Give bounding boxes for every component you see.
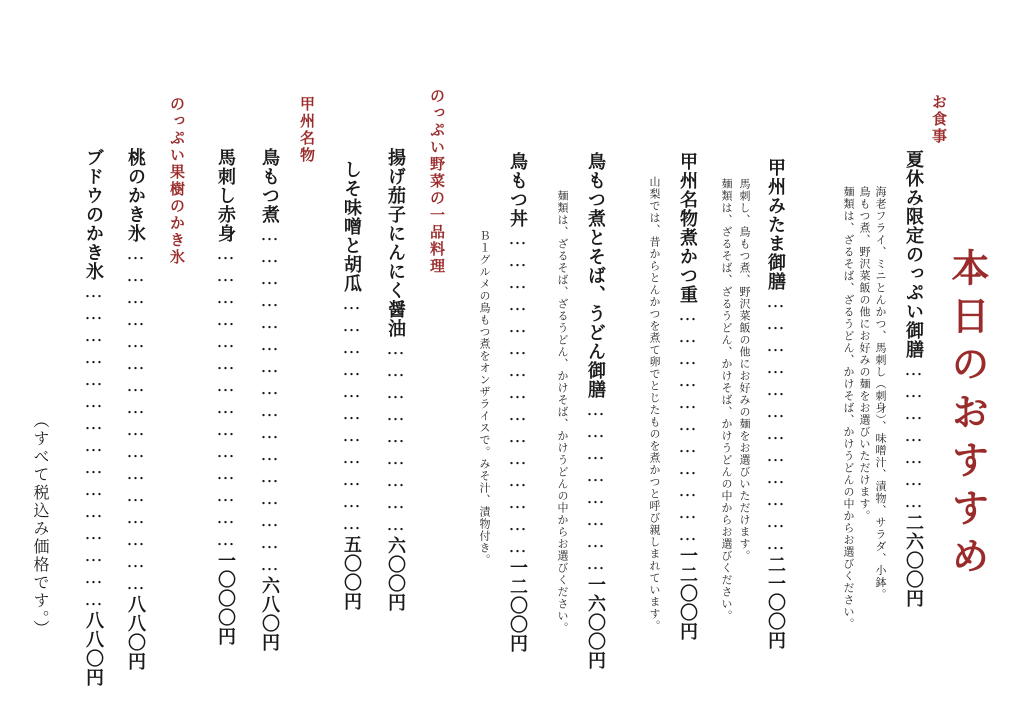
item-name: 鳥もつ煮 bbox=[259, 148, 280, 224]
item-desc: 麺類は、ざるそば、ざるうどん、かけそば、かけうどんの中からお選びください。 bbox=[842, 186, 855, 630]
menu-item-mitama bbox=[766, 158, 784, 650]
leader-dots: ……………………………………… bbox=[83, 281, 104, 611]
menu-item-motsu-don bbox=[508, 152, 526, 653]
leader-dots: …………………………… bbox=[677, 304, 698, 546]
leader-dots: ………………………………………… bbox=[125, 243, 146, 595]
leader-dots: ………………………………………… bbox=[259, 224, 280, 576]
menu-item-basashi bbox=[216, 148, 234, 646]
item-price: 二一〇〇円 bbox=[765, 555, 786, 650]
leader-dots: ……………………………………… bbox=[507, 228, 528, 558]
section-kofu-specialties: 甲州名物 bbox=[298, 96, 316, 164]
menu-item-summer bbox=[904, 150, 922, 608]
item-price: 一二〇〇円 bbox=[677, 546, 698, 641]
item-price: 五〇〇円 bbox=[341, 535, 362, 611]
menu-item-momo bbox=[126, 148, 144, 671]
leader-dots: …………………… bbox=[585, 399, 606, 575]
item-name: 揚げ茄子にんにく醤油 bbox=[385, 148, 406, 338]
item-name: 夏休み限定のっぷい御膳 bbox=[903, 150, 924, 359]
item-price: 六〇〇円 bbox=[385, 536, 406, 612]
item-price: 一六〇〇円 bbox=[585, 575, 606, 670]
item-desc: 山梨では、昔からとんかつを煮て卵でとじたものを煮かつと呼び親しまれています。 bbox=[648, 176, 661, 632]
item-name: しそ味噌と胡瓜 bbox=[341, 160, 362, 293]
item-name: 馬刺し赤身 bbox=[215, 148, 236, 243]
menu-item-motsu-soba bbox=[586, 152, 604, 670]
item-price: 八八〇円 bbox=[125, 595, 146, 671]
menu-item-shiso bbox=[342, 160, 360, 611]
item-price: 一〇〇〇円 bbox=[215, 551, 236, 646]
page-title: 本日のおすすめ bbox=[945, 248, 990, 584]
item-price: 八八〇円 bbox=[83, 611, 104, 687]
item-price: 二六〇〇円 bbox=[903, 513, 924, 608]
item-name: 鳥もつ煮とそば、うどん御膳 bbox=[585, 152, 606, 399]
item-name: ブドウのかき氷 bbox=[83, 148, 104, 281]
leader-dots: ……………………… bbox=[385, 338, 406, 536]
item-desc: 馬刺し、鳥もつ煮、野沢菜飯の他にお好みの麺をお選びいただけます。 bbox=[738, 178, 751, 562]
item-desc: 海老フライ、ミニとんかつ、馬刺し（刺身）、味噌汁、漬物、サラダ、小鉢。 bbox=[874, 186, 887, 601]
item-name: 甲州名物煮かつ重 bbox=[677, 152, 698, 304]
menu-item-nasu bbox=[386, 148, 404, 612]
menu-item-budo bbox=[84, 148, 102, 687]
item-name: 桃のかき氷 bbox=[125, 148, 146, 243]
tax-note: （すべて税込み価格です。） bbox=[31, 412, 50, 638]
item-price: 六八〇円 bbox=[259, 576, 280, 652]
section-meals: お食事 bbox=[930, 94, 948, 145]
menu-item-motsuni bbox=[260, 148, 278, 652]
section-shaved-ice: のっぷい果樹のかき氷 bbox=[168, 96, 186, 266]
item-name: 鳥もつ丼 bbox=[507, 152, 528, 228]
item-desc: Ｂ１グルメの鳥もつ煮をオンザライスで。みそ汁、漬物付き。 bbox=[478, 230, 491, 566]
item-desc: 鳥もつ煮、野沢菜飯の他にお好みの麺をお選びいただけます。 bbox=[858, 186, 871, 522]
item-desc: 麺類は、ざるそば、ざるうどん、かけそば、かけうどんの中からお選びください。 bbox=[556, 190, 569, 634]
leader-dots: ……………………………… bbox=[765, 291, 786, 555]
section-vegetables: のっぷい野菜の一品料理 bbox=[428, 88, 446, 275]
item-desc: 麺類は、ざるそば、ざるうどん、かけそば、かけうどんの中からお選びください。 bbox=[720, 178, 733, 622]
menu-item-nikatsu bbox=[678, 152, 696, 641]
leader-dots: …………………………………… bbox=[215, 243, 236, 551]
leader-dots: …………………………… bbox=[341, 293, 362, 535]
leader-dots: ………………… bbox=[903, 359, 924, 513]
item-name: 甲州みたま御膳 bbox=[765, 158, 786, 291]
item-price: 一二〇〇円 bbox=[507, 558, 528, 653]
